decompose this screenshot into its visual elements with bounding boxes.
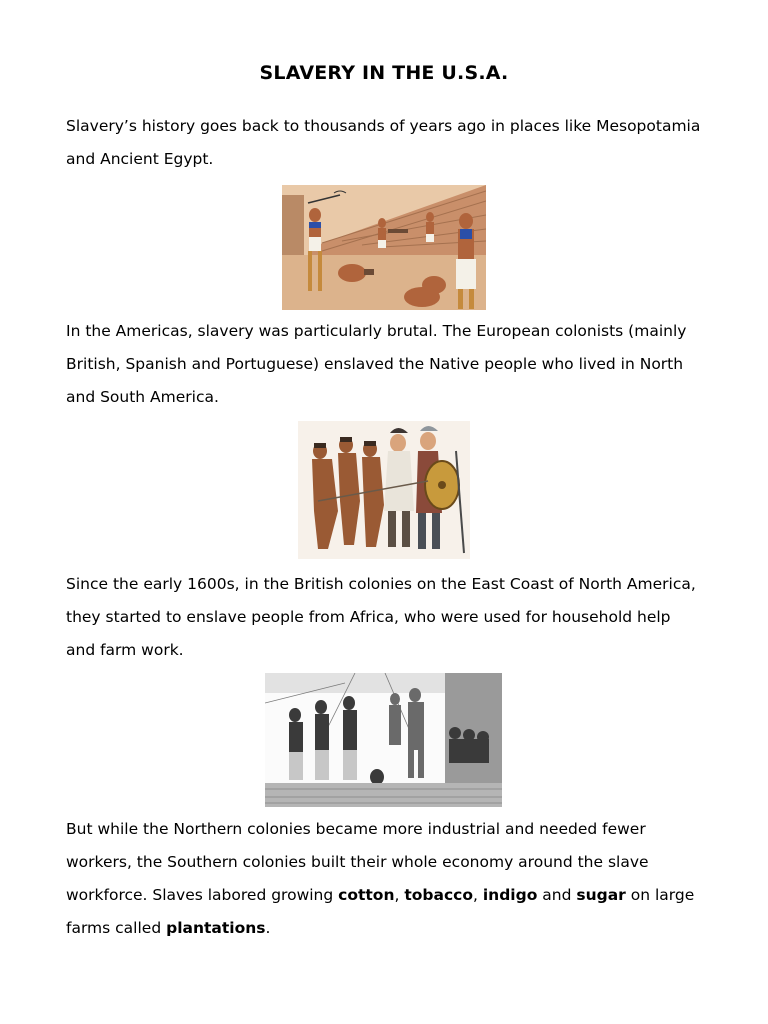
text-line: and Ancient Egypt. [66,150,214,168]
text-run: , [394,886,405,904]
paragraph-ancient-history [66,110,716,176]
crop-sugar: sugar [576,886,626,904]
paragraph-plantation-economy [66,813,716,945]
paragraph-british-colonies [66,568,716,667]
text-line [66,879,716,912]
african-slave-ship-engraving [265,673,502,807]
text-line: workers, the Southern colonies built their whole economy around the slave [66,853,649,871]
crop-cotton: cotton [338,886,395,904]
text-run: , [472,886,483,904]
term-plantations: plantations [166,919,266,937]
crop-tobacco: tobacco [404,886,473,904]
text-run: farms called [66,919,167,937]
text-line: Since the early 1600s, in the British colonies on the East Coast of North America, [66,575,696,593]
text-line: British, Spanish and Portuguese) enslaved the Native people who lived in North [66,355,684,373]
text-line: they started to enslave people from Africa, who were used for household help [66,608,671,626]
text-line [66,912,716,945]
crop-indigo: indigo [482,886,538,904]
text-line: But while the Northern colonies became more industrial and needed fewer [66,820,646,838]
ancient-egypt-slavery-illustration [282,185,486,310]
text-line: Slavery’s history goes back to thousands of years ago in places like Mesopotamia [66,117,701,135]
text-run: on large [625,886,695,904]
text-line: and farm work. [66,641,184,659]
text-run: workforce. Slaves labored growing [66,886,339,904]
text-line: In the Americas, slavery was particularly brutal. The European colonists (mainly [66,322,687,340]
text-line: and South America. [66,388,219,406]
text-run: and [537,886,577,904]
colonists-enslaving-natives-illustration [298,421,470,559]
paragraph-americas [66,315,716,414]
page-title: SLAVERY IN THE U.S.A. [259,62,509,84]
text-run: . [265,919,271,937]
